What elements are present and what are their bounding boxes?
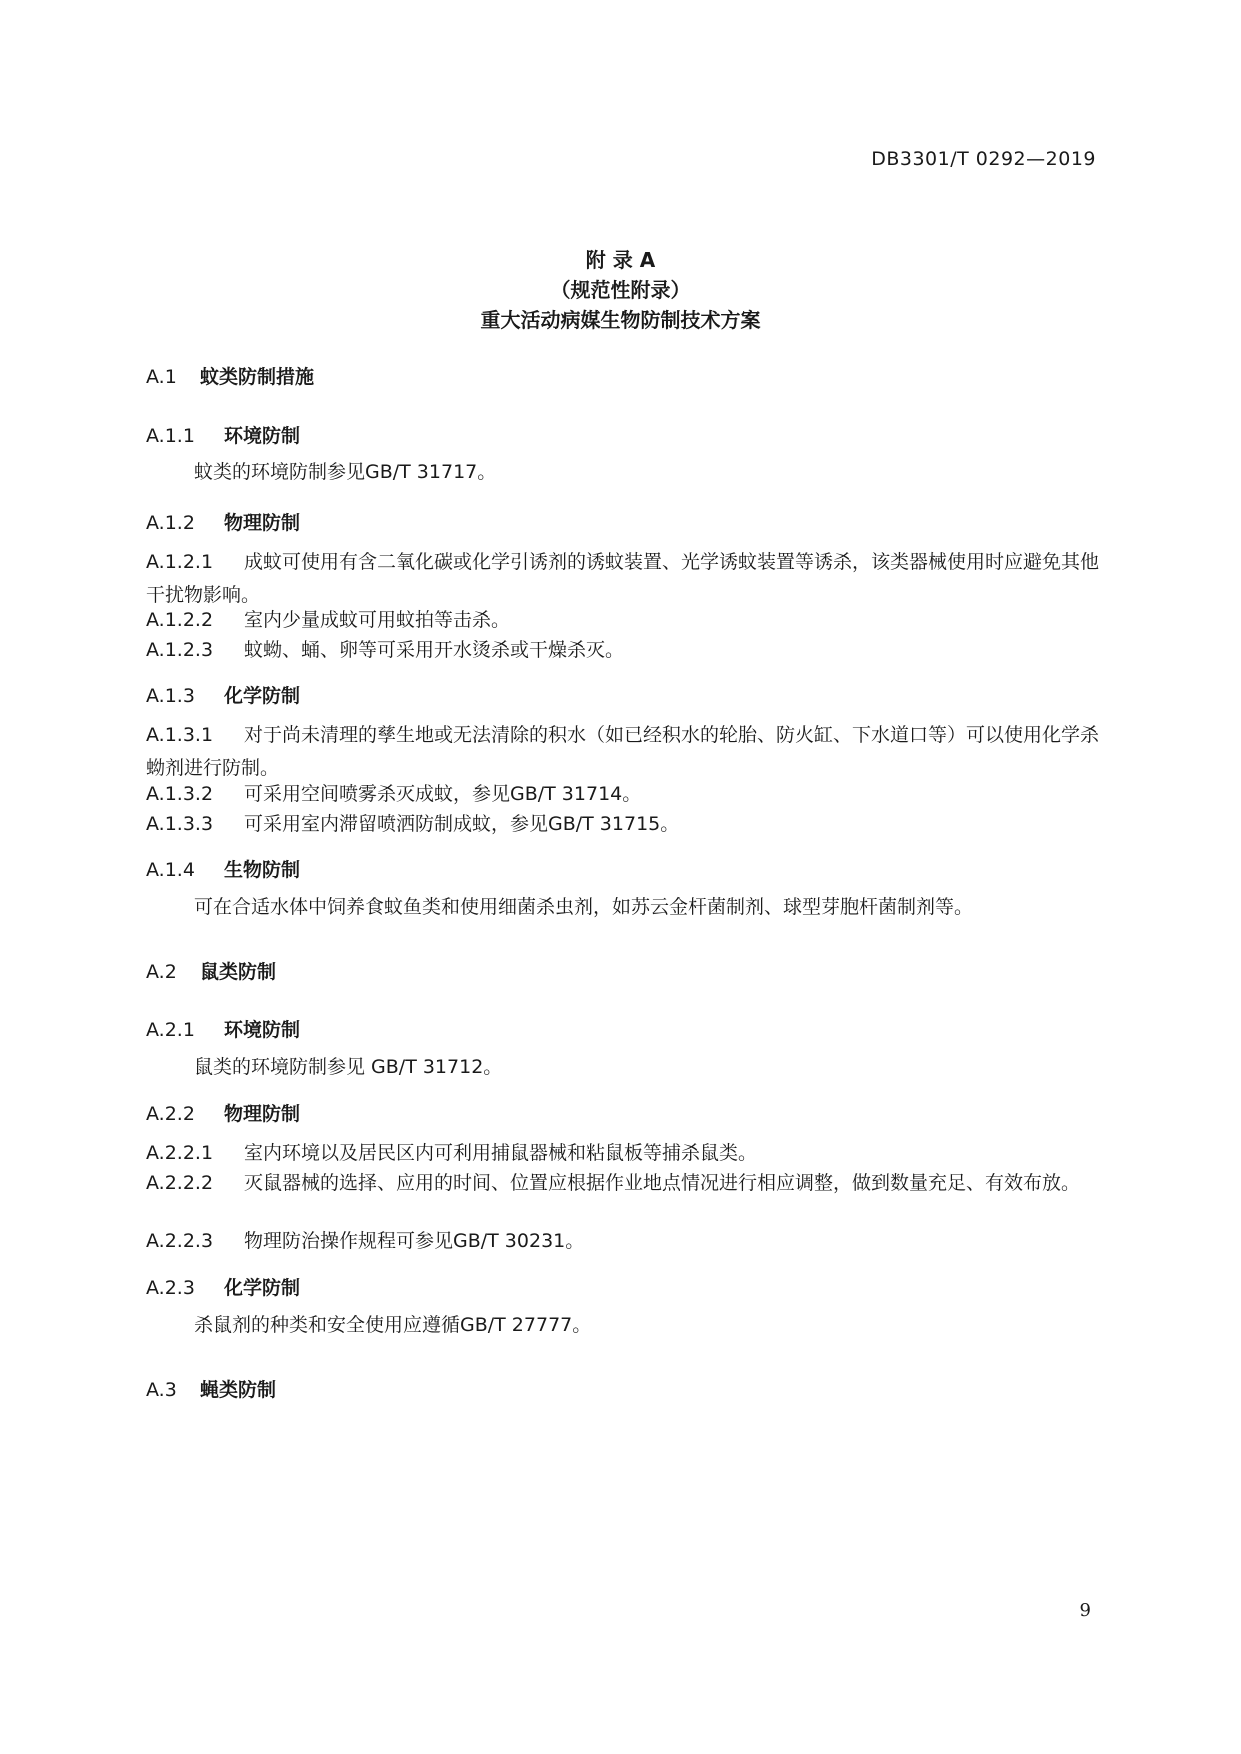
subsection-title: 化学防制 — [224, 1277, 301, 1299]
section-title: 蚊类防制措施 — [200, 366, 315, 388]
section-number: A.3 — [146, 1379, 177, 1401]
clause-item — [146, 719, 1114, 785]
clause-text: 对于尚未清理的孳生地或无法清除的积水（如已经积水的轮胎、防火缸、下水道口等）可以使用化学杀蚴剂进行防制。 — [146, 724, 1100, 779]
subsection-title: 物理防制 — [224, 512, 301, 534]
clause-number: A.2.2.3 — [146, 1230, 214, 1252]
clause-text: 室内环境以及居民区内可利用捕鼠器械和粘鼠板等捕杀鼠类。 — [244, 1142, 758, 1164]
subsection-title: 环境防制 — [224, 1019, 301, 1041]
clause-text: 可采用空间喷雾杀灭成蚊，参见GB/T 31714。 — [244, 783, 642, 805]
clause-number: A.1.3.2 — [146, 783, 214, 805]
clause-text: 可采用室内滞留喷洒防制成蚊，参见GB/T 31715。 — [244, 813, 680, 835]
clause-number: A.1.2.3 — [146, 639, 214, 661]
clause-text: 蚊蚴、蛹、卵等可采用开水烫杀或干燥杀灭。 — [244, 639, 625, 661]
appendix-label: 附 录 A — [585, 248, 656, 272]
subsection-number: A.2.1 — [146, 1019, 195, 1041]
clause-item — [146, 604, 1114, 637]
section-heading — [146, 1375, 276, 1402]
subsection-heading — [146, 1099, 300, 1126]
subsection-number: A.1.1 — [146, 425, 195, 447]
clause-item — [146, 808, 1114, 841]
subsection-heading — [146, 855, 300, 882]
clause-text: 室内少量成蚊可用蚊拍等击杀。 — [244, 609, 511, 631]
clause-number: A.1.2.1 — [146, 551, 214, 573]
paragraph: 杀鼠剂的种类和安全使用应遵循GB/T 27777。 — [194, 1314, 592, 1336]
subsection-number: A.1.3 — [146, 685, 195, 707]
subsection-heading — [146, 421, 300, 448]
clause-item — [146, 1137, 1114, 1170]
clause-item — [146, 634, 1114, 667]
section-heading — [146, 362, 314, 389]
section-number: A.2 — [146, 961, 177, 983]
subsection-heading — [146, 1015, 300, 1042]
clause-number: A.1.3.3 — [146, 813, 214, 835]
section-title: 蝇类防制 — [200, 1379, 277, 1401]
subsection-title: 生物防制 — [224, 859, 301, 881]
section-number: A.1 — [146, 366, 177, 388]
clause-text: 灭鼠器械的选择、应用的时间、位置应根据作业地点情况进行相应调整，做到数量充足、有效布放。 — [244, 1172, 1081, 1194]
clause-number: A.2.2.1 — [146, 1142, 214, 1164]
clause-text: 物理防治操作规程可参见GB/T 30231。 — [244, 1230, 585, 1252]
clause-item — [146, 1167, 1114, 1200]
subsection-heading — [146, 508, 300, 535]
clause-item — [146, 778, 1114, 811]
section-title: 鼠类防制 — [200, 961, 277, 983]
subsection-heading — [146, 1273, 300, 1300]
subsection-heading — [146, 681, 300, 708]
clause-number: A.2.2.2 — [146, 1172, 214, 1194]
subsection-title: 物理防制 — [224, 1103, 301, 1125]
clause-text: 成蚊可使用有含二氧化碳或化学引诱剂的诱蚊装置、光学诱蚊装置等诱杀，该类器械使用时应避免其他干扰物影响。 — [146, 551, 1100, 606]
subsection-number: A.1.4 — [146, 859, 195, 881]
section-heading — [146, 957, 276, 984]
paragraph: 鼠类的环境防制参见 GB/T 31712。 — [194, 1056, 503, 1078]
clause-item — [146, 546, 1114, 612]
subsection-title: 环境防制 — [224, 425, 301, 447]
page-number: 9 — [1079, 1600, 1091, 1621]
appendix-type: （规范性附录） — [550, 278, 691, 302]
document-id: DB3301/T 0292—2019 — [871, 148, 1096, 170]
clause-number: A.1.2.2 — [146, 609, 214, 631]
subsection-number: A.2.2 — [146, 1103, 195, 1125]
subsection-number: A.2.3 — [146, 1277, 195, 1299]
appendix-title: 重大活动病媒生物防制技术方案 — [480, 308, 761, 332]
paragraph: 可在合适水体中饲养食蚊鱼类和使用细菌杀虫剂，如苏云金杆菌制剂、球型芽胞杆菌制剂等。 — [194, 896, 974, 918]
clause-item — [146, 1225, 1114, 1258]
paragraph: 蚊类的环境防制参见GB/T 31717。 — [194, 461, 497, 483]
subsection-number: A.1.2 — [146, 512, 195, 534]
subsection-title: 化学防制 — [224, 685, 301, 707]
clause-number: A.1.3.1 — [146, 724, 214, 746]
